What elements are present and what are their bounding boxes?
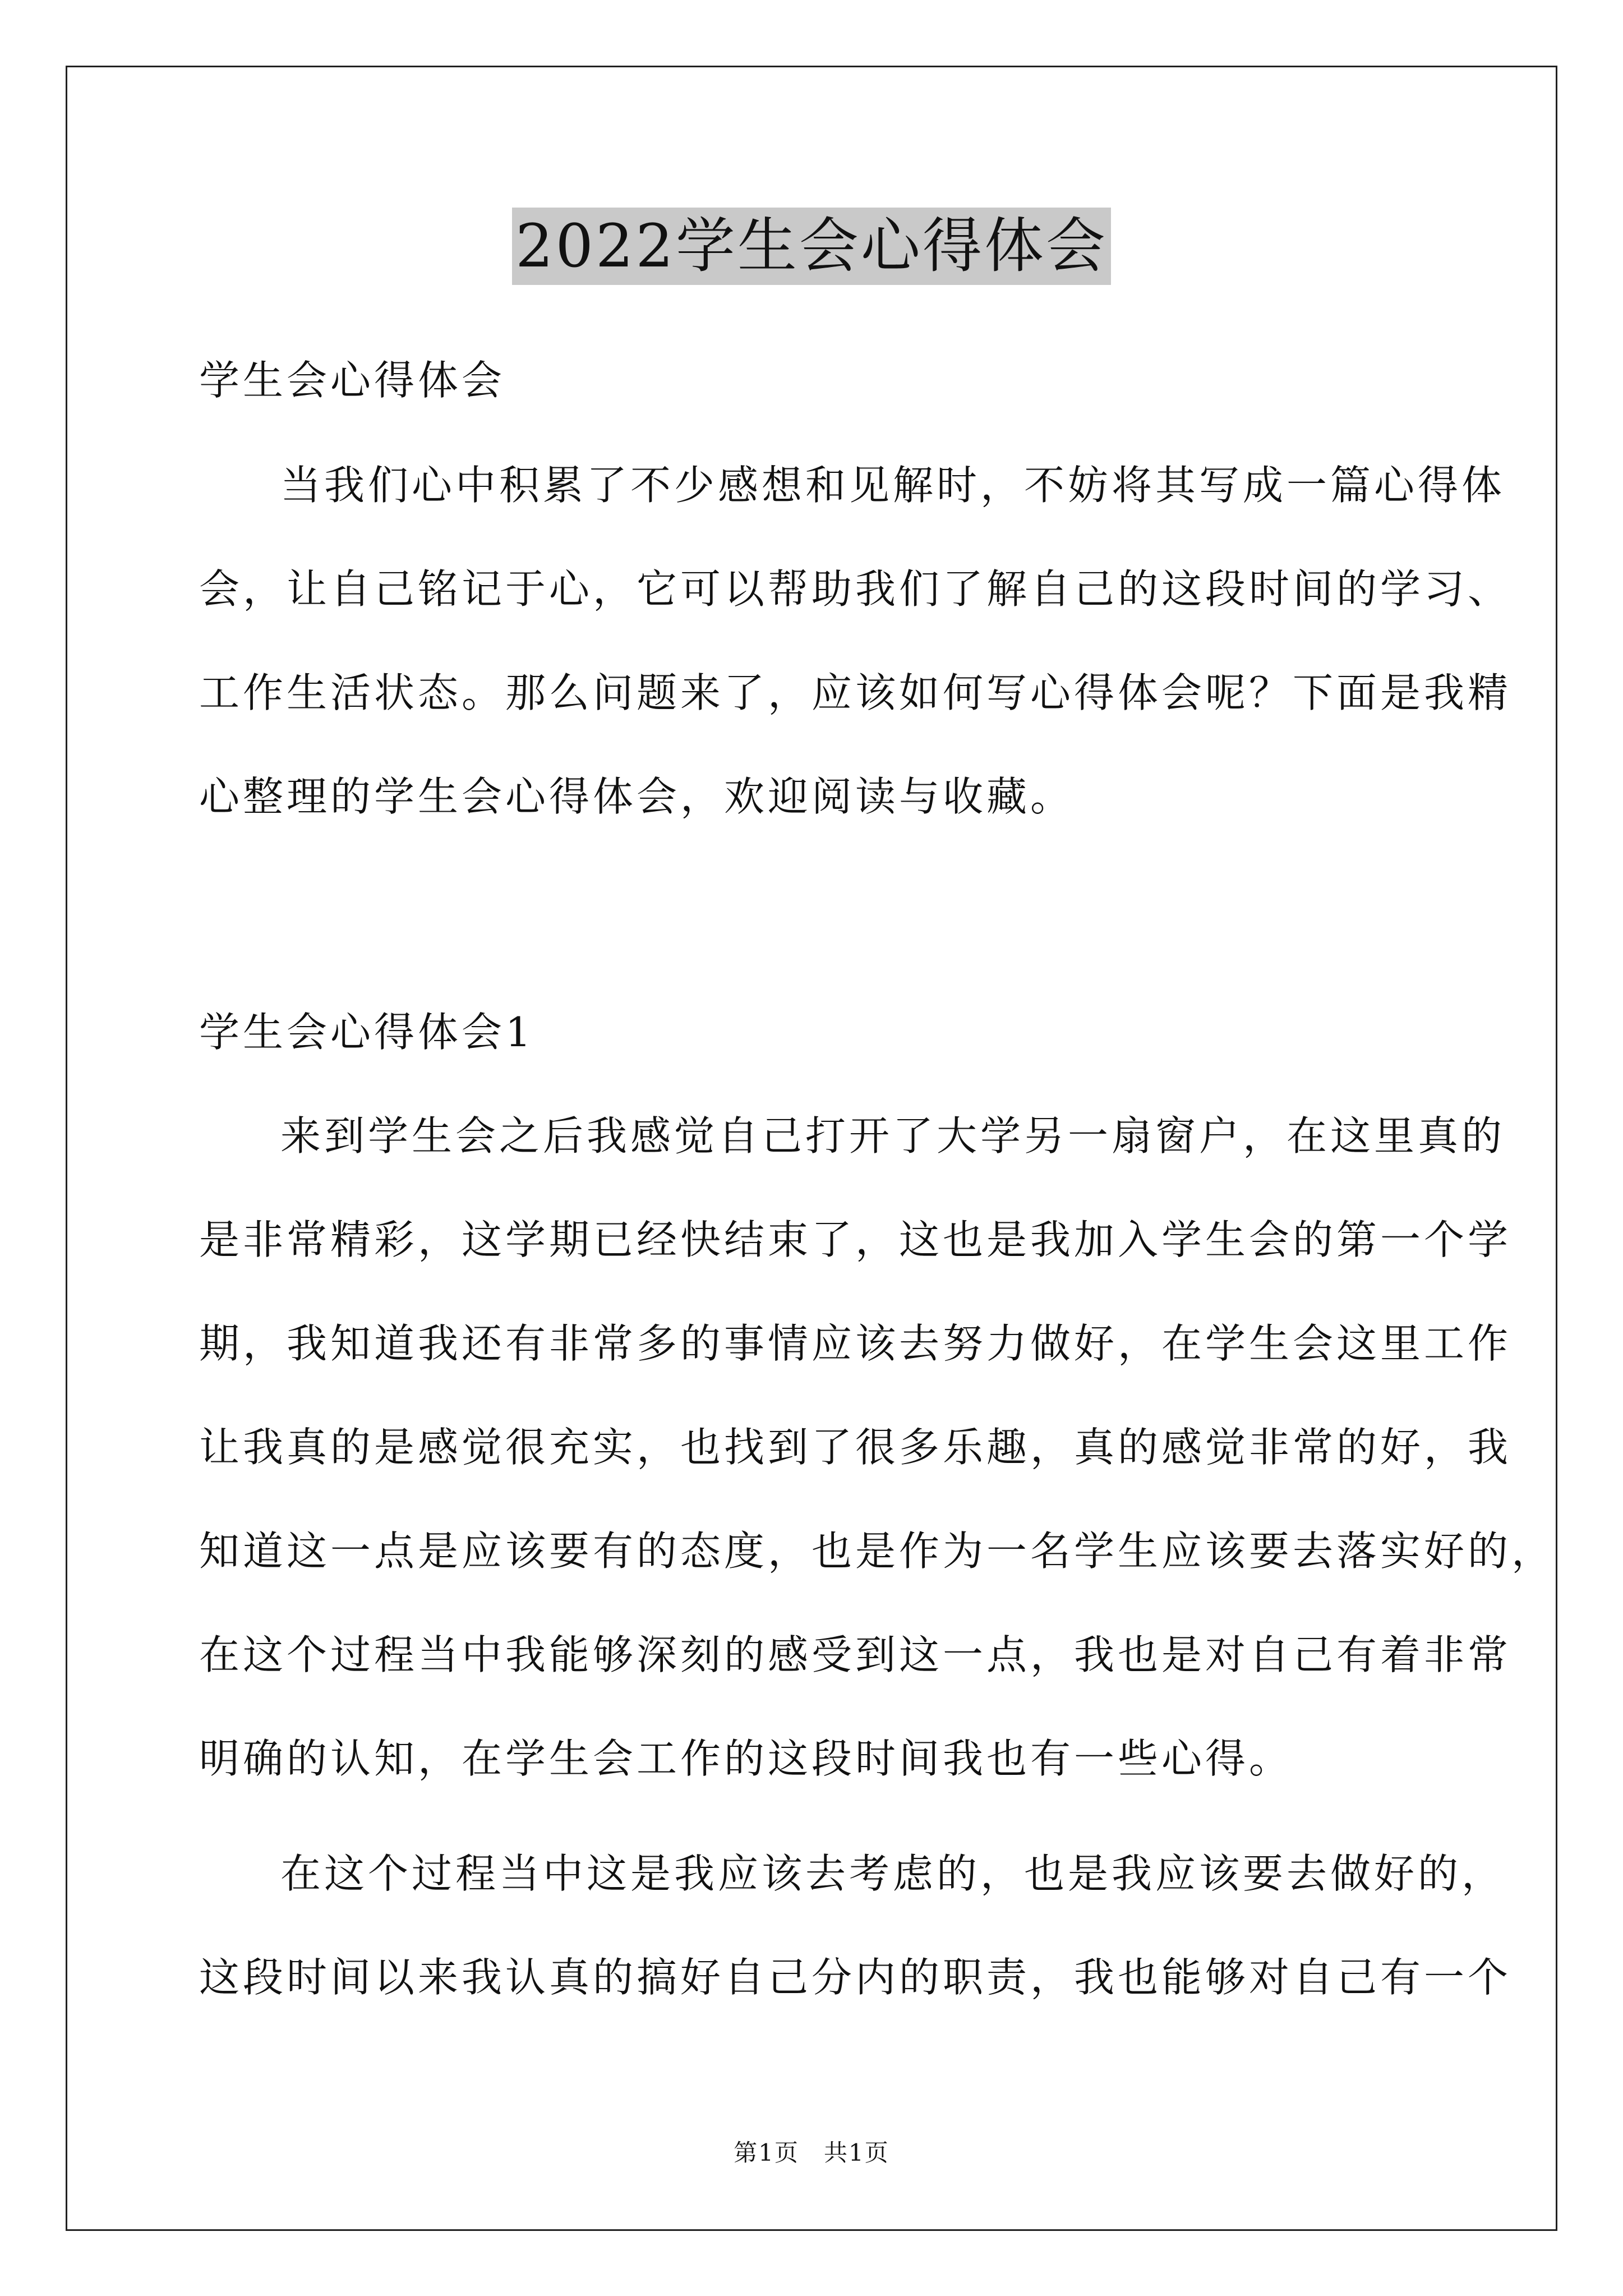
intro-line: 工作生活状态。那么问题来了，应该如何写心得体会呢？下面是我精 <box>199 669 1512 716</box>
intro-heading: 学生会心得体会 <box>199 357 506 404</box>
intro-line: 当我们心中积累了不少感想和见解时，不妨将其写成一篇心得体 <box>280 462 1506 509</box>
document-title: 2022学生会心得体会 <box>512 208 1111 285</box>
page-number: 第1页 共1页 <box>734 2139 889 2166</box>
paragraph-line: 在这个过程当中这是我应该去考虑的，也是我应该要去做好的， <box>280 1850 1506 1897</box>
title-container <box>0 208 1623 285</box>
paragraph-line: 来到学生会之后我感觉自己打开了大学另一扇窗户，在这里真的 <box>280 1112 1506 1159</box>
paragraph-line: 在这个过程当中我能够深刻的感受到这一点，我也是对自己有着非常 <box>199 1631 1512 1678</box>
paragraph-line: 明确的认知，在学生会工作的这段时间我也有一些心得。 <box>199 1735 1293 1782</box>
paragraph-line: 期，我知道我还有非常多的事情应该去努力做好，在学生会这里工作 <box>199 1320 1512 1367</box>
section-heading: 学生会心得体会1 <box>199 1009 534 1056</box>
paragraph-line: 是非常精彩，这学期已经快结束了，这也是我加入学生会的第一个学 <box>199 1216 1512 1263</box>
paragraph-line: 让我真的是感觉很充实，也找到了很多乐趣，真的感觉非常的好，我 <box>199 1424 1512 1471</box>
paragraph-line: 知道这一点是应该要有的态度，也是作为一名学生应该要去落实好的， <box>199 1527 1556 1575</box>
intro-line: 心整理的学生会心得体会，欢迎阅读与收藏。 <box>199 773 1075 820</box>
paragraph-line: 这段时间以来我认真的搞好自己分内的职责，我也能够对自己有一个 <box>199 1954 1512 2001</box>
intro-line: 会，让自己铭记于心，它可以帮助我们了解自己的这段时间的学习、 <box>199 565 1512 613</box>
